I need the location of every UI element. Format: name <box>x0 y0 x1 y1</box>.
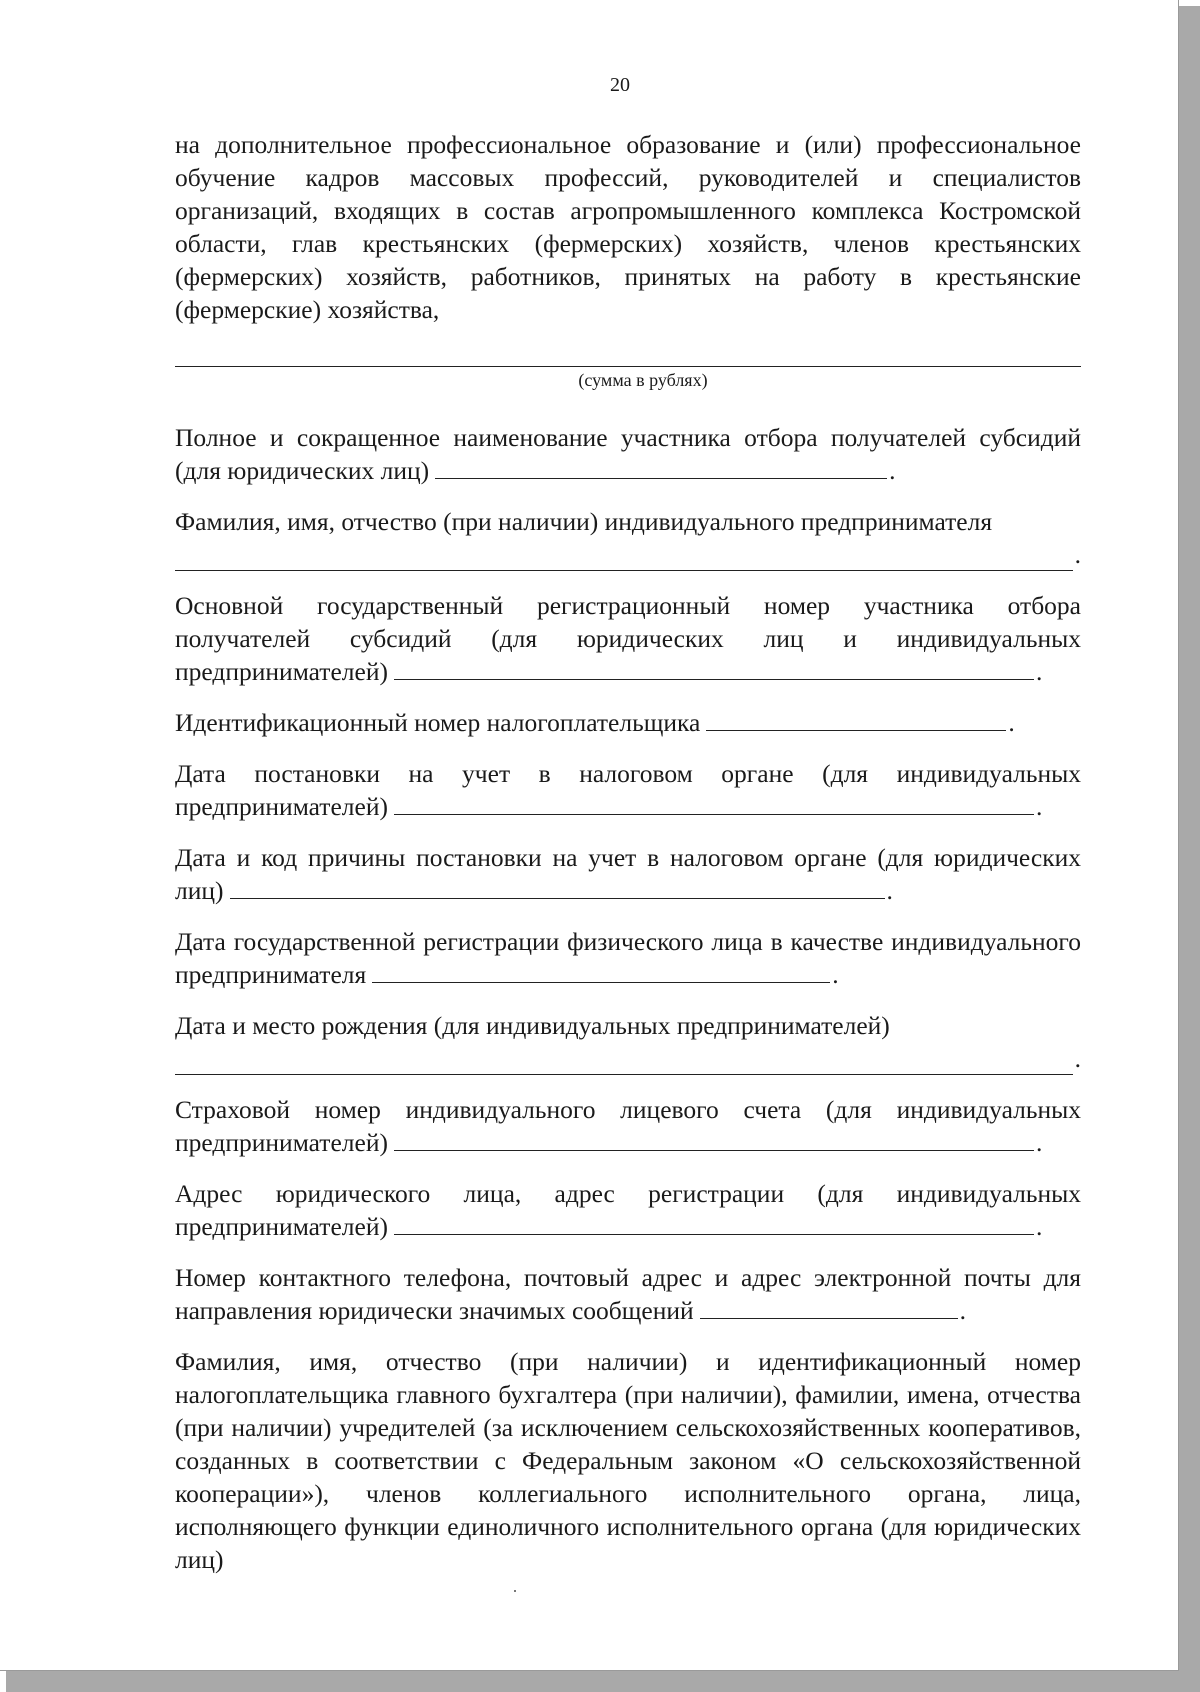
field-reg-date-ip: Дата государственной регистрации физического лица в качестве индивидуального предпринимателя . <box>175 927 1081 989</box>
field-label: Дата постановки на учет в налоговом органе (для индивидуальных предпринимателей) <box>175 759 1081 821</box>
tax-date-ip-blank[interactable] <box>394 790 1034 815</box>
scan-dot <box>514 1590 516 1592</box>
sum-blank-line[interactable] <box>175 356 1081 367</box>
field-label: Фамилия, имя, отчество (при наличии) индивидуального предпринимателя <box>175 507 993 536</box>
field-label: Страховой номер индивидуального лицевого счета (для индивидуальных предпринимателей) <box>175 1095 1081 1157</box>
field-tax-date-kpp: Дата и код причины постановки на учет в налоговом органе (для юридических лиц) . <box>175 843 1081 905</box>
field-tax-date-ip: Дата постановки на учет в налоговом органе (для индивидуальных предпринимателей) . <box>175 759 1081 821</box>
field-label: Адрес юридического лица, адрес регистрации (для индивидуальных предпринимателей) <box>175 1179 1081 1241</box>
field-snils: Страховой номер индивидуального лицевого счета (для индивидуальных предпринимателей) . <box>175 1095 1081 1157</box>
field-label: Идентификационный номер налогоплательщика <box>175 708 701 737</box>
intro-paragraph: на дополнительное профессиональное образование и (или) профессиональное обучение кадров массовых профессий, руководителей и специалистов организаций, входящих в состав агропромышленного комплекса Костромской области, глав крестьянских (фермерских) хозяйств, членов крестьянских (фермерских) хозяйств, работников, принятых на работу в крестьянские (фермерские) хозяйства, <box>175 130 1081 324</box>
snils-blank[interactable] <box>394 1126 1034 1151</box>
reg-date-ip-blank[interactable] <box>372 958 830 983</box>
inn-blank[interactable] <box>706 706 1006 731</box>
page-shadow-right <box>1179 6 1200 1692</box>
field-contacts: Номер контактного телефона, почтовый адрес и адрес электронной почты для направления юридически значимых сообщений . <box>175 1263 1081 1325</box>
field-address: Адрес юридического лица, адрес регистрации (для индивидуальных предпринимателей) . <box>175 1179 1081 1241</box>
page-number: 20 <box>610 74 630 96</box>
field-inn: Идентификационный номер налогоплательщика . <box>175 708 1015 737</box>
field-label: Дата и место рождения (для индивидуальных предпринимателей) <box>175 1011 890 1040</box>
field-label: Фамилия, имя, отчество (при наличии) и идентификационный номер налогоплательщика главного бухгалтера (при наличии), фамилии, имена, отчества (при наличии) учредителей (за исключением сельскохозяйственных кооперативов, созданных в соответствии с Федеральным законом «О сельскохозяйственной кооперации»), членов коллегиального исполнительного органа, лица, исполняющего функции единоличного исполнительного органа (для юридических лиц) <box>175 1347 1081 1574</box>
ip-fio-blank[interactable] <box>175 546 1073 571</box>
address-blank[interactable] <box>394 1210 1034 1235</box>
birth-blank[interactable] <box>175 1050 1073 1075</box>
full-name-blank[interactable] <box>435 454 887 479</box>
field-label: Основной государственный регистрационный номер участника отбора получателей субсидий (для юридических лиц и индивидуальных предпринимателей) <box>175 591 1081 686</box>
page-shadow-bottom <box>6 1671 1200 1692</box>
field-full-name: Полное и сокращенное наименование участника отбора получателей субсидий (для юридических лиц) . <box>175 423 1081 485</box>
field-ip-fio: Фамилия, имя, отчество (при наличии) индивидуального предпринимателя . <box>175 507 1081 569</box>
contacts-blank[interactable] <box>700 1294 958 1319</box>
field-ogrn: Основной государственный регистрационный номер участника отбора получателей субсидий (для юридических лиц и индивидуальных предпринимателей) . <box>175 591 1081 686</box>
form-content <box>175 128 1081 1576</box>
field-label: Дата государственной регистрации физического лица в качестве индивидуального предпринимателя <box>175 927 1081 989</box>
field-founders <box>175 1345 1081 1576</box>
field-label: Номер контактного телефона, почтовый адрес и адрес электронной почты для направления юридически значимых сообщений <box>175 1263 1081 1325</box>
sum-caption: (сумма в рублях) <box>578 370 708 390</box>
tax-date-kpp-blank[interactable] <box>230 874 885 899</box>
ogrn-blank[interactable] <box>394 655 1034 680</box>
field-label: Дата и код причины постановки на учет в налоговом органе (для юридических лиц) <box>175 843 1081 905</box>
field-birth: Дата и место рождения (для индивидуальных предпринимателей) . <box>175 1011 1081 1073</box>
field-label: Полное и сокращенное наименование участника отбора получателей субсидий (для юридических лиц) <box>175 423 1081 485</box>
